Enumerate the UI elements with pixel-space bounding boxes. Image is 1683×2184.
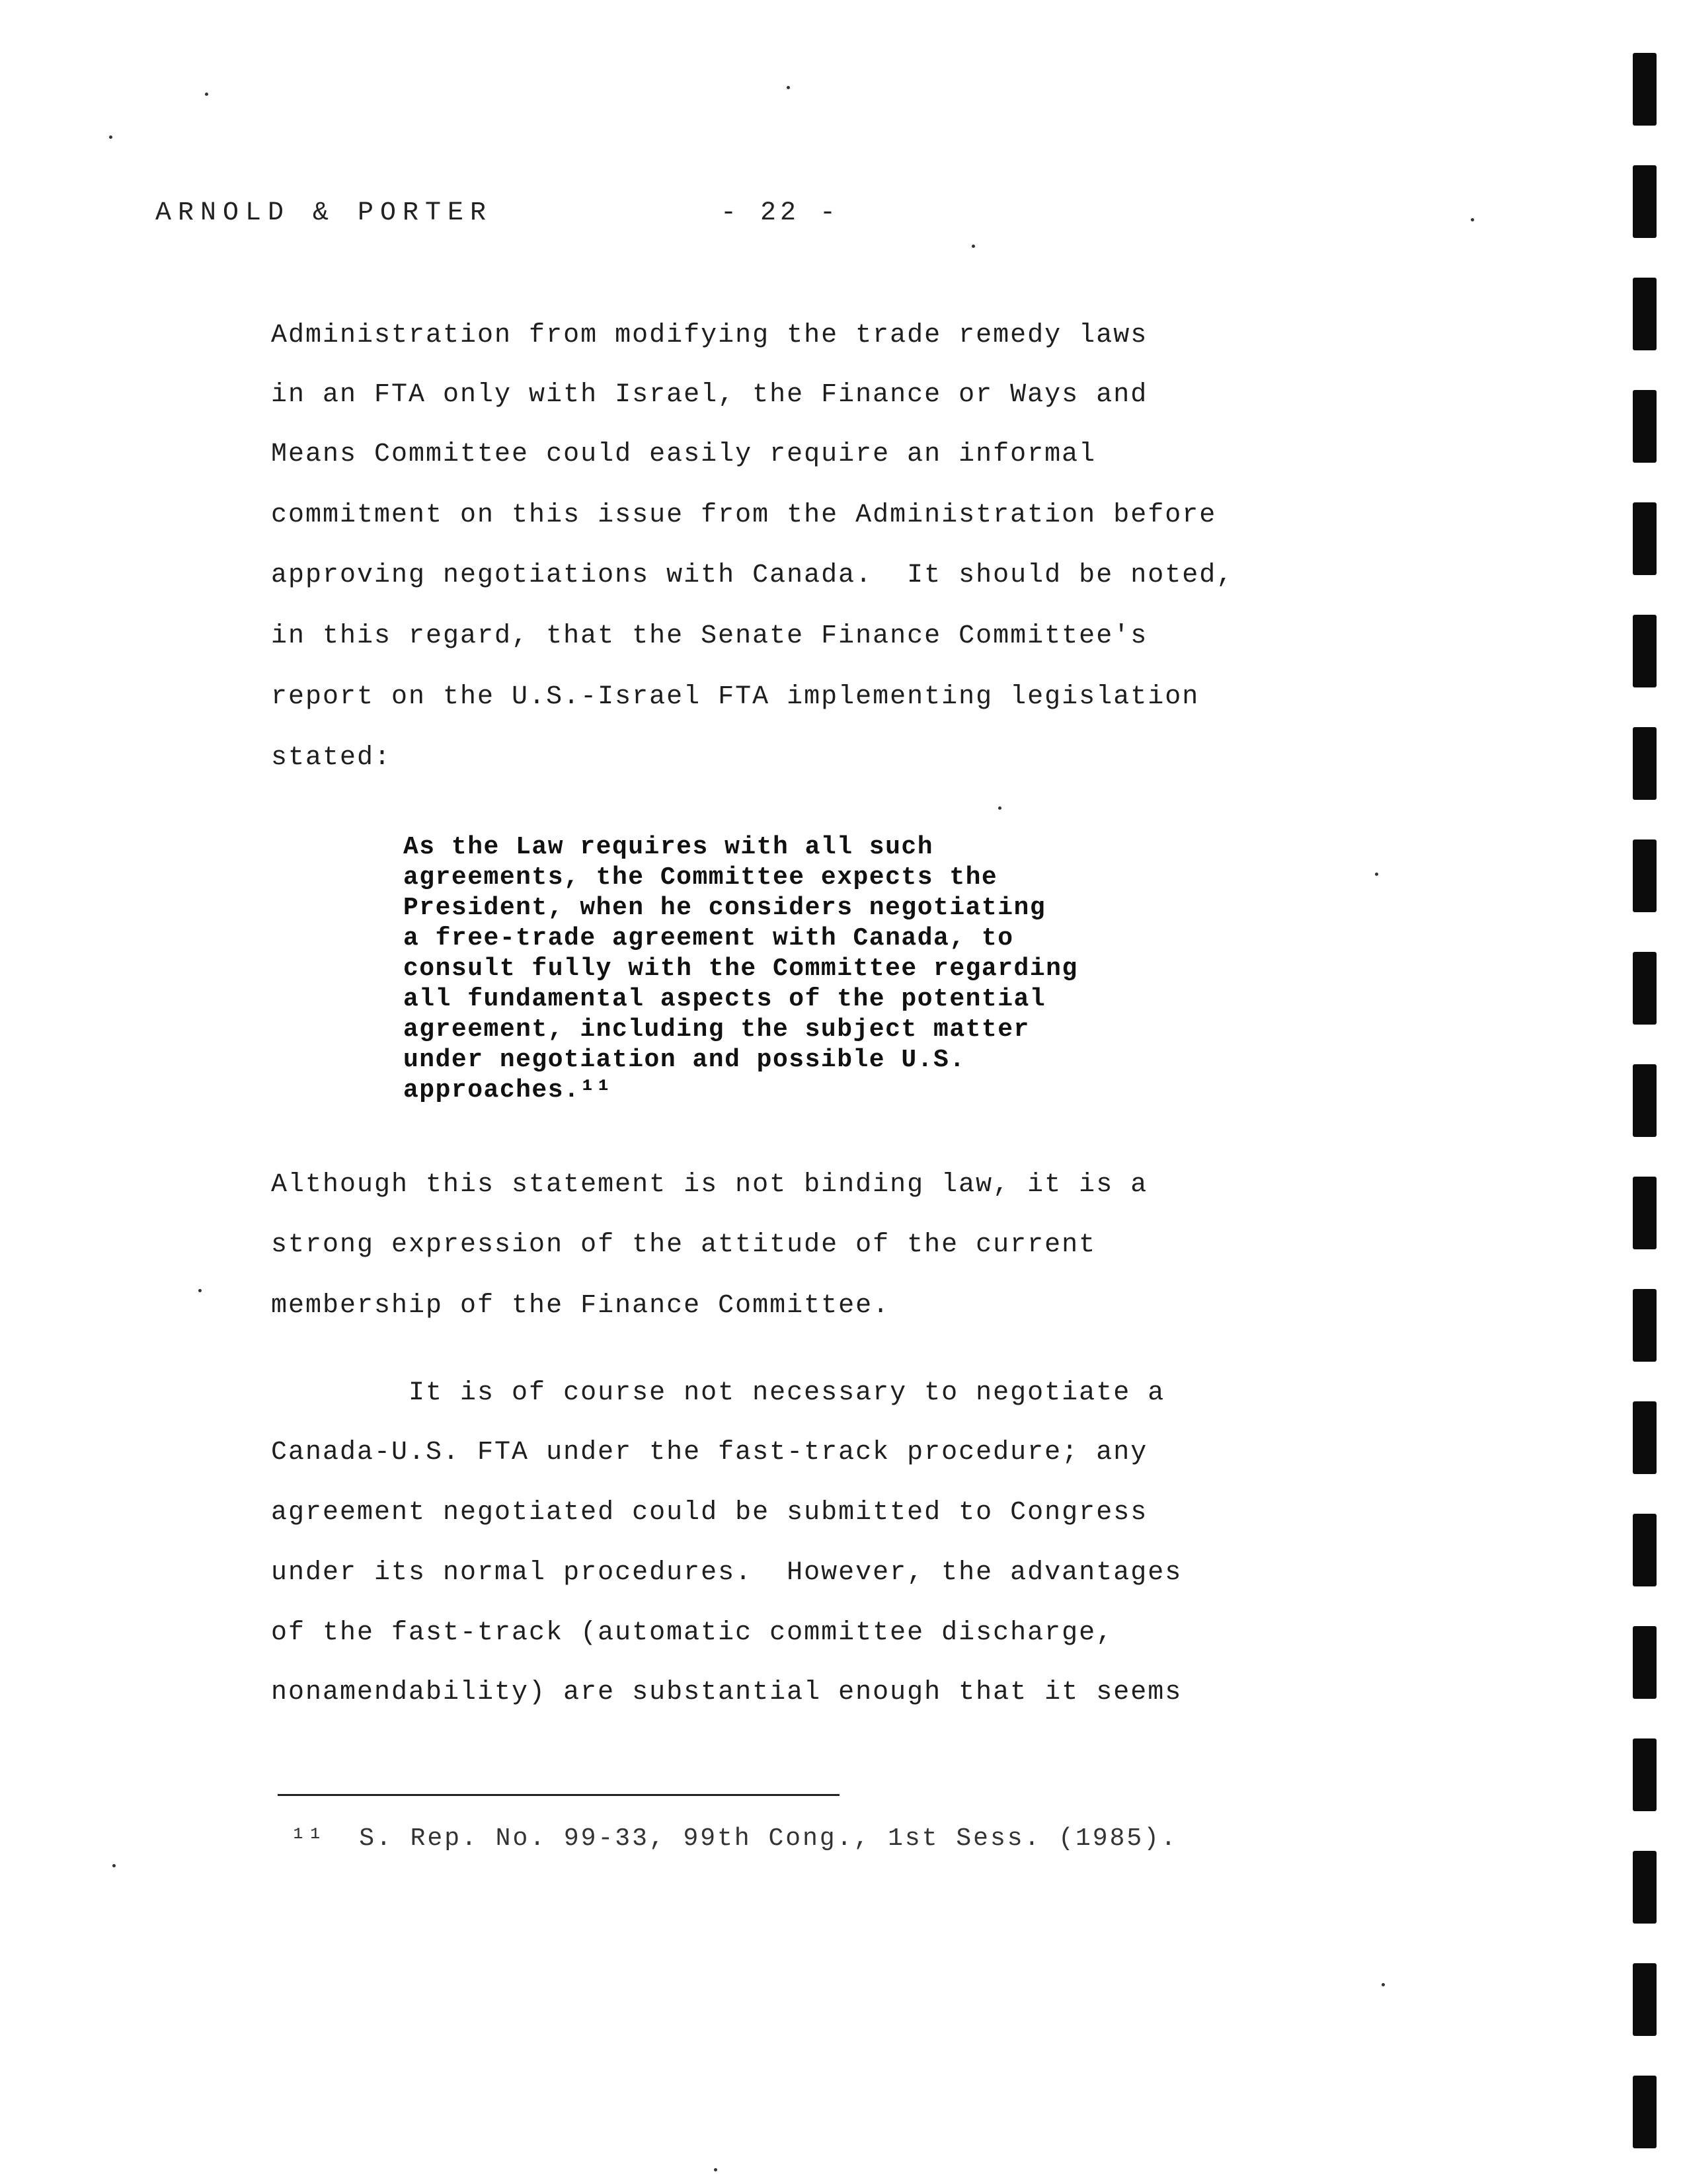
body-line: report on the U.S.-Israel FTA implementing legislation <box>271 682 1200 712</box>
binder-marks <box>1633 40 1666 2155</box>
body-line: in an FTA only with Israel, the Finance or Ways and <box>271 380 1148 410</box>
scan-speck <box>972 245 975 248</box>
binder-mark <box>1633 1851 1657 1924</box>
quote-line: President, when he considers negotiating <box>403 894 1046 922</box>
binder-mark <box>1633 1514 1657 1586</box>
scan-speck <box>714 2168 717 2171</box>
body-line: Canada-U.S. FTA under the fast-track procedure; any <box>271 1438 1148 1467</box>
quote-line: under negotiation and possible U.S. <box>403 1046 966 1074</box>
scan-speck <box>205 93 208 96</box>
body-line: It is of course not necessary to negotiate a <box>271 1378 1165 1408</box>
quote-line: agreements, the Committee expects the <box>403 863 998 892</box>
scan-speck <box>112 1864 116 1867</box>
firm-header: ARNOLD & PORTER <box>155 198 493 228</box>
body-line: strong expression of the attitude of the current <box>271 1230 1097 1260</box>
binder-mark <box>1633 727 1657 800</box>
binder-mark <box>1633 2076 1657 2148</box>
binder-mark <box>1633 53 1657 126</box>
quote-line: a free-trade agreement with Canada, to <box>403 924 1014 953</box>
footnote-divider <box>278 1794 840 1796</box>
scan-speck <box>109 136 112 139</box>
scan-speck <box>787 86 790 89</box>
binder-mark <box>1633 278 1657 350</box>
body-line: membership of the Finance Committee. <box>271 1291 890 1321</box>
quote-line: all fundamental aspects of the potential <box>403 985 1046 1013</box>
body-line: under its normal procedures. However, the advantages <box>271 1558 1183 1588</box>
binder-mark <box>1633 390 1657 463</box>
body-line: nonamendability) are substantial enough that it seems <box>271 1678 1183 1707</box>
binder-mark <box>1633 1064 1657 1137</box>
binder-mark <box>1633 502 1657 575</box>
footnote: ¹¹ S. Rep. No. 99-33, 99th Cong., 1st Sess. (1985). <box>291 1824 1178 1853</box>
body-line: Means Committee could easily require an informal <box>271 440 1097 469</box>
quote-line: agreement, including the subject matter <box>403 1015 1030 1044</box>
quote-line: approaches.¹¹ <box>403 1076 612 1105</box>
body-line: of the fast-track (automatic committee discharge, <box>271 1618 1114 1648</box>
binder-mark <box>1633 165 1657 238</box>
scan-speck <box>1382 1983 1385 1986</box>
page-number: - 22 - <box>721 198 840 228</box>
body-line: agreement negotiated could be submitted to Congress <box>271 1498 1148 1528</box>
binder-mark <box>1633 1401 1657 1474</box>
body-line: in this regard, that the Senate Finance Committee's <box>271 621 1148 651</box>
scan-speck <box>1471 218 1474 221</box>
quote-line: As the Law requires with all such <box>403 833 934 861</box>
binder-mark <box>1633 615 1657 687</box>
binder-mark <box>1633 1289 1657 1362</box>
body-line: Although this statement is not binding law, it is a <box>271 1170 1148 1200</box>
scan-speck <box>198 1289 202 1292</box>
binder-mark <box>1633 1963 1657 2036</box>
body-line: approving negotiations with Canada. It should be noted, <box>271 561 1234 590</box>
scan-speck <box>1375 873 1378 876</box>
binder-mark <box>1633 952 1657 1025</box>
binder-mark <box>1633 1626 1657 1699</box>
binder-mark <box>1633 1177 1657 1249</box>
body-line: Administration from modifying the trade remedy laws <box>271 321 1148 350</box>
binder-mark <box>1633 1738 1657 1811</box>
scan-speck <box>998 806 1001 810</box>
quote-line: consult fully with the Committee regarding <box>403 955 1078 983</box>
body-line: stated: <box>271 743 392 773</box>
binder-mark <box>1633 839 1657 912</box>
body-line: commitment on this issue from the Administration before <box>271 500 1217 530</box>
